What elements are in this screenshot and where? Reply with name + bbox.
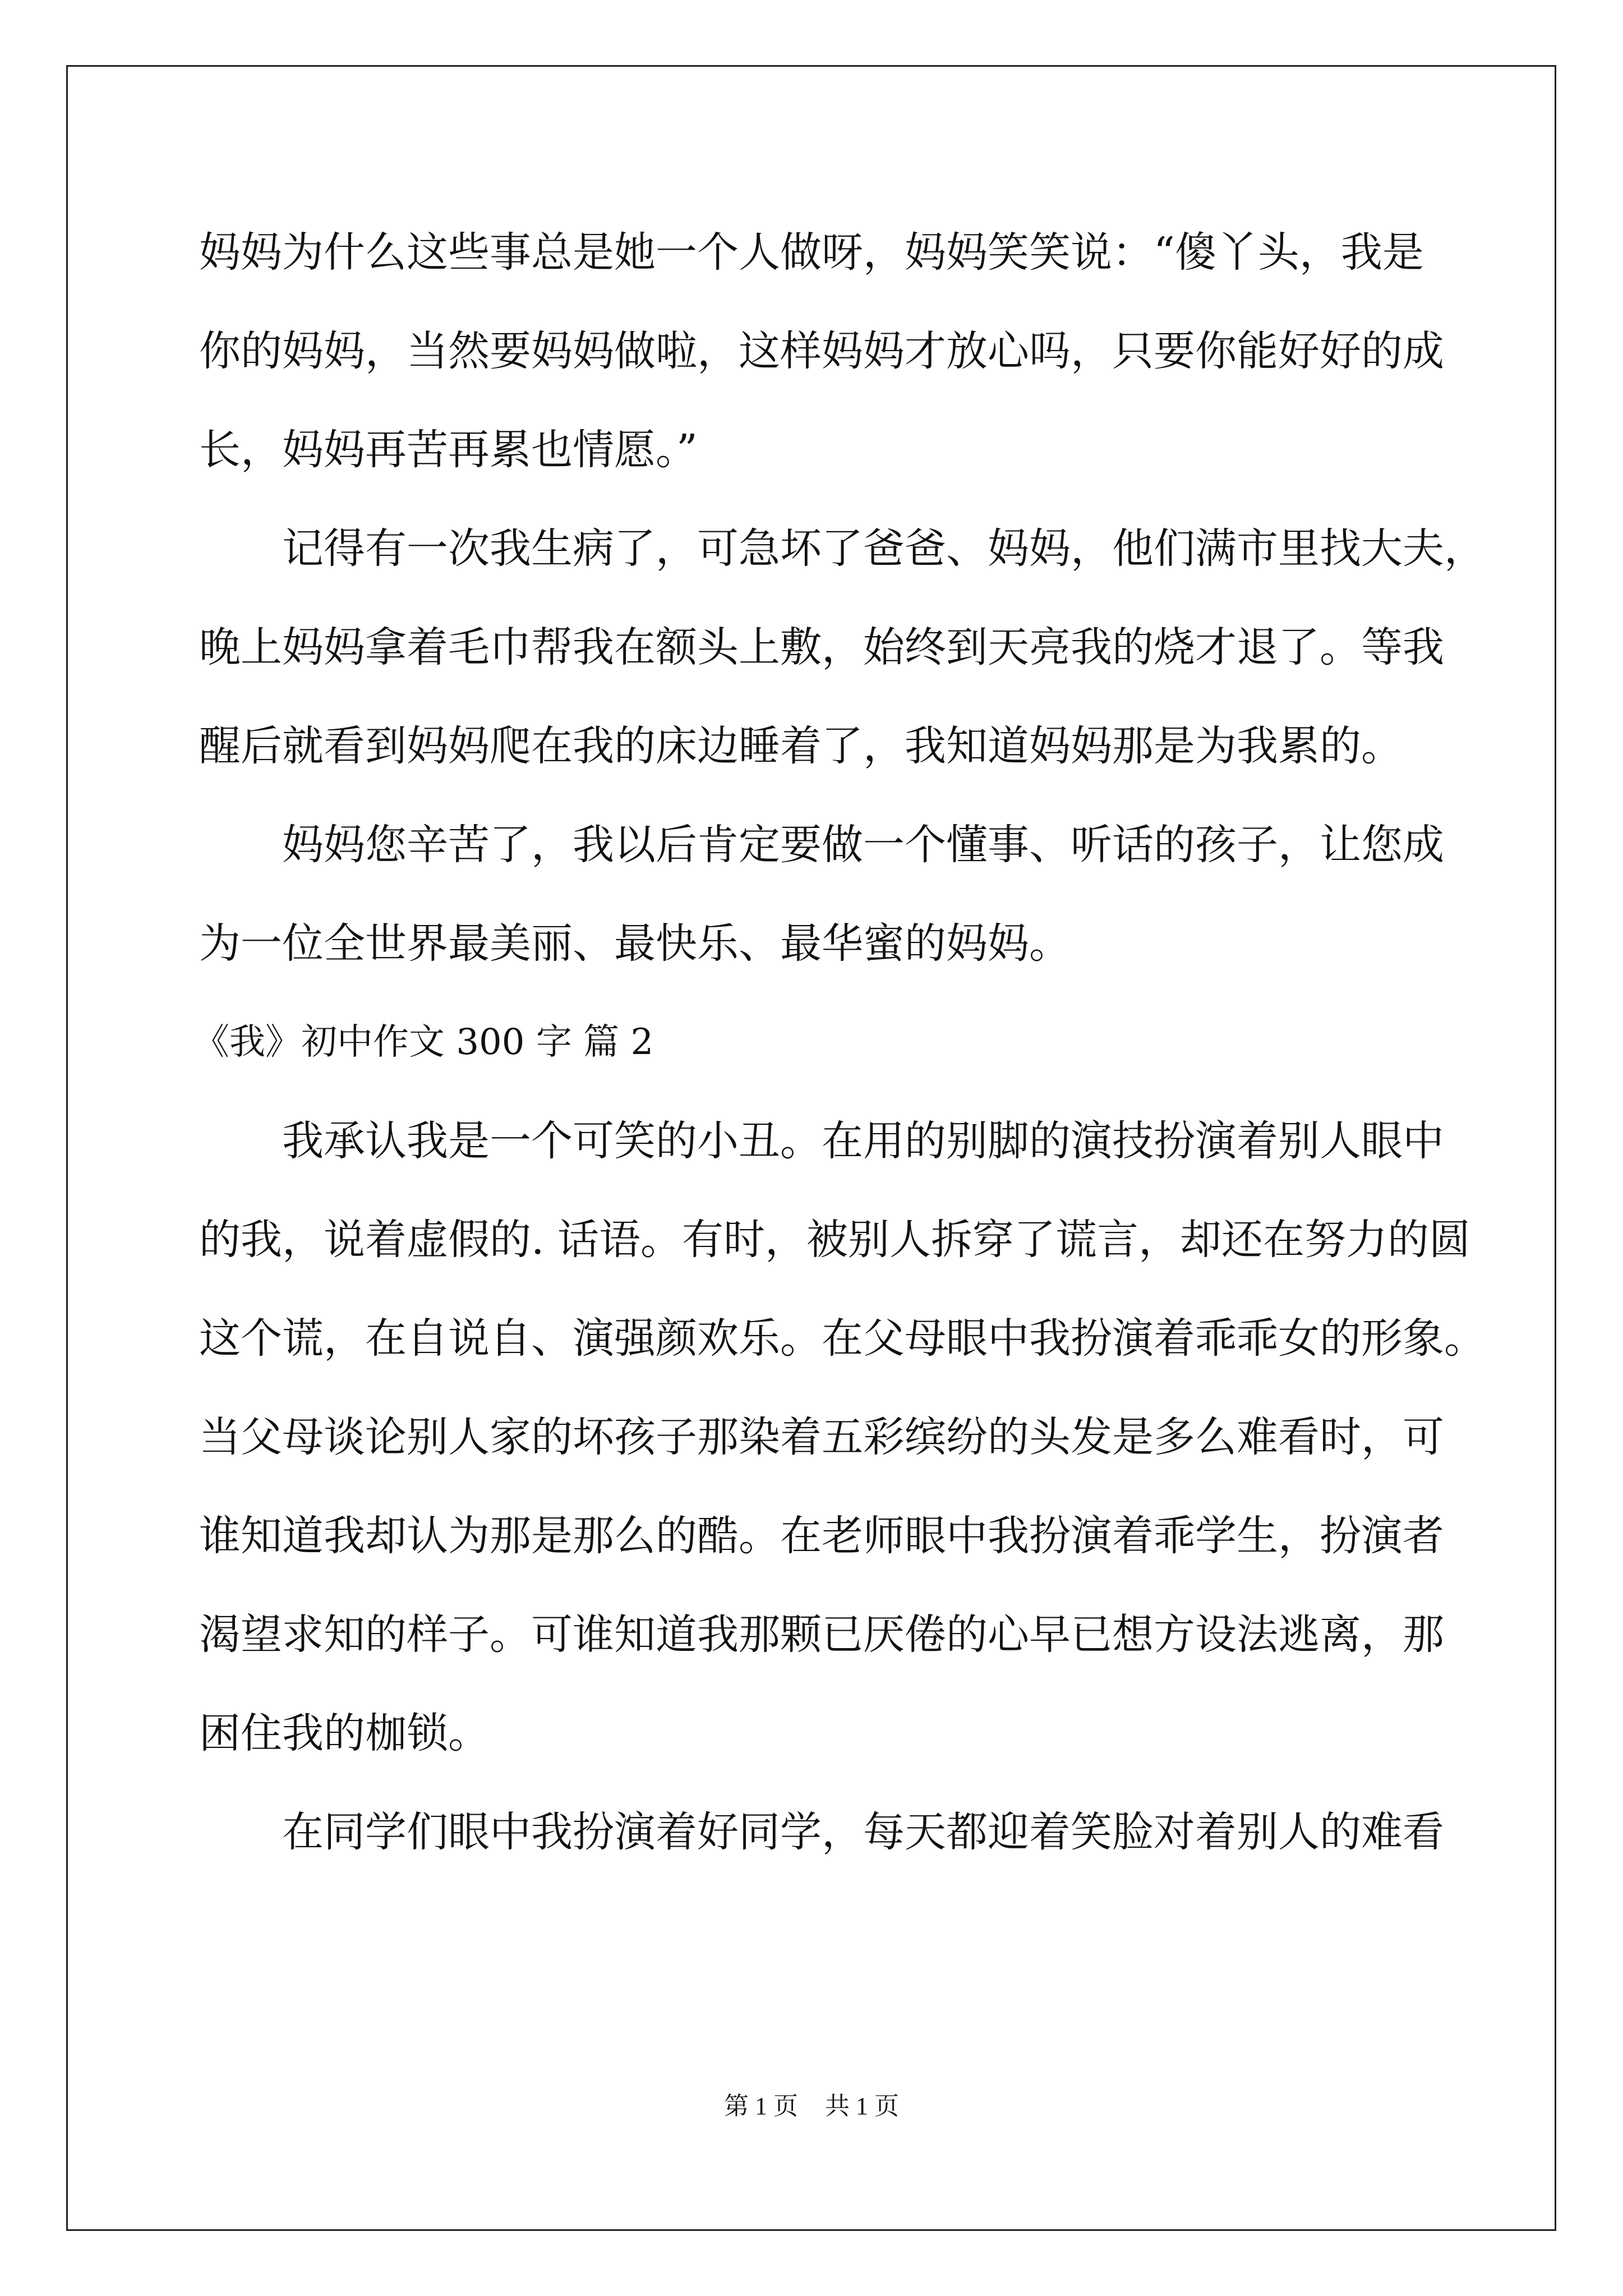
section-heading: 《我》初中作文 300 字 篇 2: [193, 1022, 654, 1063]
paragraph-line: 妈妈您辛苦了，我以后肯定要做一个懂事、听话的孩子，让您成: [282, 821, 1444, 869]
paragraph-line: 我承认我是一个可笑的小丑。在用的别脚的演技扮演着别人眼中: [282, 1117, 1444, 1165]
paragraph-line: 困住我的枷锁。: [199, 1709, 490, 1757]
paragraph-line: 长，妈妈再苦再累也情愿。”: [199, 426, 698, 474]
paragraph-line: 当父母谈论别人家的坏孩子那染着五彩缤纷的头发是多么难看时，可: [199, 1413, 1444, 1461]
paragraph-line: 记得有一次我生病了，可急坏了爸爸、妈妈，他们满市里找大夫，: [282, 524, 1486, 573]
paragraph-line: 妈妈为什么这些事总是她一个人做呀，妈妈笑笑说：“傻丫头，我是: [199, 228, 1424, 277]
document-body: [193, 219, 1486, 1897]
paragraph-line: 这个谎，在自说自、演强颜欢乐。在父母眼中我扮演着乖乖女的形象。: [199, 1314, 1486, 1363]
page-footer: [0, 2086, 1623, 2122]
paragraph-line: 晚上妈妈拿着毛巾帮我在额头上敷，始终到天亮我的烧才退了。等我: [199, 623, 1444, 671]
page-number: 第 1 页: [724, 2092, 798, 2120]
paragraph-line: 你的妈妈，当然要妈妈做啦，这样妈妈才放心吗，只要你能好好的成: [199, 327, 1444, 375]
paragraph-line: 为一位全世界最美丽、最快乐、最华蜜的妈妈。: [199, 919, 1071, 968]
page-total: 共 1 页: [825, 2092, 899, 2120]
paragraph-line: 谁知道我却认为那是那么的酷。在老师眼中我扮演着乖学生，扮演者: [199, 1512, 1444, 1560]
paragraph-line: 的我，说着虚假的. 话语。有时，被别人拆穿了谎言，却还在努力的圆: [199, 1216, 1471, 1264]
paragraph-line: 醒后就看到妈妈爬在我的床边睡着了，我知道妈妈那是为我累的。: [199, 722, 1403, 770]
paragraph-line: 渴望求知的样子。可谁知道我那颗已厌倦的心早已想方设法逃离，那: [199, 1611, 1444, 1659]
paragraph-line: 在同学们眼中我扮演着好同学，每天都迎着笑脸对着别人的难看: [282, 1808, 1444, 1856]
